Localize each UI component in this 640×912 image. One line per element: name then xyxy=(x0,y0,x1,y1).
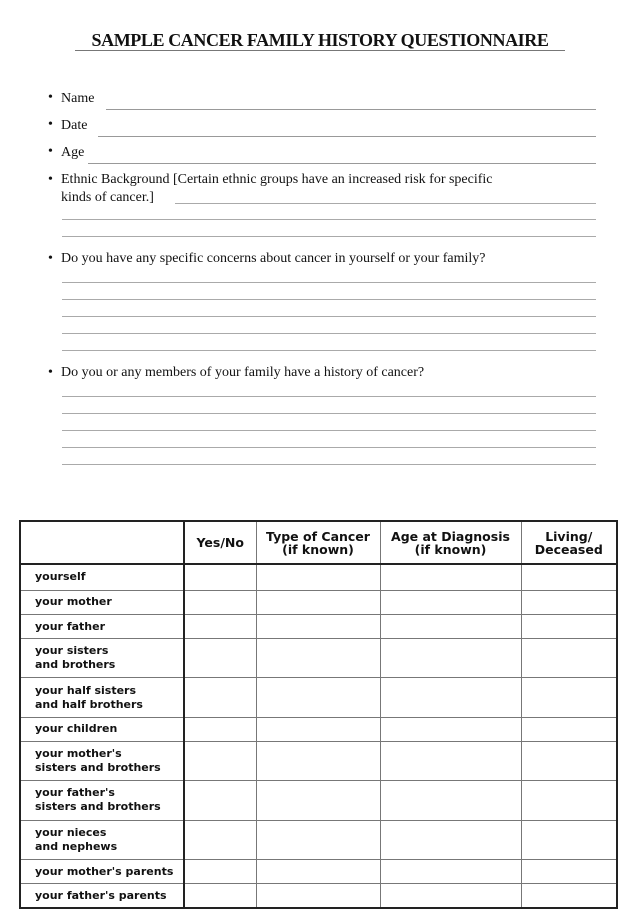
date-field: • Date xyxy=(48,117,598,137)
table-row xyxy=(20,781,617,820)
table-row xyxy=(20,717,617,741)
living-deceased-cell[interactable] xyxy=(521,614,617,638)
yes-no-cell[interactable] xyxy=(184,884,256,908)
table-row xyxy=(20,590,617,614)
yes-no-cell[interactable] xyxy=(184,564,256,590)
table-row xyxy=(20,820,617,859)
concerns-answer-line[interactable] xyxy=(62,333,596,334)
age-at-diagnosis-cell[interactable] xyxy=(380,820,521,859)
concerns-answer-line[interactable] xyxy=(62,316,596,317)
age-field: • Age xyxy=(48,144,598,164)
relative-label: your mother's sisters and brothers xyxy=(20,741,184,780)
page-title: SAMPLE CANCER FAMILY HISTORY QUESTIONNAIRE xyxy=(91,30,549,50)
date-input-line[interactable] xyxy=(98,136,596,137)
age-at-diagnosis-cell[interactable] xyxy=(380,678,521,717)
ethnic-input-line[interactable] xyxy=(62,219,596,220)
concerns-answer-line[interactable] xyxy=(62,299,596,300)
relative-label: your father's sisters and brothers xyxy=(20,781,184,820)
yes-no-cell[interactable] xyxy=(184,614,256,638)
living-deceased-cell[interactable] xyxy=(521,590,617,614)
history-answer-line[interactable] xyxy=(62,447,596,448)
yes-no-cell[interactable] xyxy=(184,678,256,717)
age-at-diagnosis-cell[interactable] xyxy=(380,590,521,614)
living-deceased-cell[interactable] xyxy=(521,859,617,883)
type-of-cancer-cell[interactable] xyxy=(256,741,380,780)
living-deceased-cell[interactable] xyxy=(521,820,617,859)
ethnic-input-line[interactable] xyxy=(175,203,596,204)
yes-no-cell[interactable] xyxy=(184,717,256,741)
age-at-diagnosis-cell[interactable] xyxy=(380,717,521,741)
name-label: Name xyxy=(61,91,95,106)
table-row xyxy=(20,678,617,717)
date-label: Date xyxy=(61,118,88,133)
history-answer-line[interactable] xyxy=(62,413,596,414)
age-at-diagnosis-cell[interactable] xyxy=(380,859,521,883)
history-answer-line[interactable] xyxy=(62,430,596,431)
living-deceased-cell[interactable] xyxy=(521,564,617,590)
header-yes-no: Yes/No xyxy=(184,521,256,564)
table-row xyxy=(20,639,617,678)
relative-label: your father xyxy=(20,614,184,638)
age-at-diagnosis-cell[interactable] xyxy=(380,741,521,780)
relative-label: your father's parents xyxy=(20,884,184,908)
living-deceased-cell[interactable] xyxy=(521,884,617,908)
header-blank xyxy=(20,521,184,564)
type-of-cancer-cell[interactable] xyxy=(256,590,380,614)
table-row xyxy=(20,564,617,590)
type-of-cancer-cell[interactable] xyxy=(256,614,380,638)
living-deceased-cell[interactable] xyxy=(521,639,617,678)
age-input-line[interactable] xyxy=(88,163,596,164)
living-deceased-cell[interactable] xyxy=(521,678,617,717)
name-field: • Name xyxy=(48,90,598,110)
history-answer-line[interactable] xyxy=(62,464,596,465)
type-of-cancer-cell[interactable] xyxy=(256,564,380,590)
type-of-cancer-cell[interactable] xyxy=(256,678,380,717)
yes-no-cell[interactable] xyxy=(184,859,256,883)
family-history-table xyxy=(19,520,618,909)
relative-label: yourself xyxy=(20,564,184,590)
relative-label: your mother xyxy=(20,590,184,614)
yes-no-cell[interactable] xyxy=(184,639,256,678)
history-question-label: Do you or any members of your family have a history of cancer? xyxy=(61,365,425,380)
age-at-diagnosis-cell[interactable] xyxy=(380,781,521,820)
ethnic-input-line[interactable] xyxy=(62,236,596,237)
yes-no-cell[interactable] xyxy=(184,781,256,820)
ethnic-background-label-line2: kinds of cancer.] xyxy=(61,190,154,205)
type-of-cancer-cell[interactable] xyxy=(256,859,380,883)
table-row xyxy=(20,884,617,908)
concerns-answer-line[interactable] xyxy=(62,282,596,283)
age-label: Age xyxy=(61,145,85,160)
living-deceased-cell[interactable] xyxy=(521,781,617,820)
ethnic-background-label-line1: Ethnic Background [Certain ethnic groups have an increased risk for specific xyxy=(61,172,493,187)
type-of-cancer-cell[interactable] xyxy=(256,717,380,741)
header-type-of-cancer: Type of Cancer (if known) xyxy=(256,521,380,564)
type-of-cancer-cell[interactable] xyxy=(256,639,380,678)
type-of-cancer-cell[interactable] xyxy=(256,884,380,908)
living-deceased-cell[interactable] xyxy=(521,717,617,741)
yes-no-cell[interactable] xyxy=(184,741,256,780)
relative-label: your children xyxy=(20,717,184,741)
concerns-question-label: Do you have any specific concerns about cancer in yourself or your family? xyxy=(61,251,486,266)
header-living-deceased: Living/ Deceased xyxy=(521,521,617,564)
title-underline xyxy=(75,50,565,51)
yes-no-cell[interactable] xyxy=(184,820,256,859)
living-deceased-cell[interactable] xyxy=(521,741,617,780)
relative-label: your sisters and brothers xyxy=(20,639,184,678)
type-of-cancer-cell[interactable] xyxy=(256,820,380,859)
age-at-diagnosis-cell[interactable] xyxy=(380,564,521,590)
table-row xyxy=(20,741,617,780)
age-at-diagnosis-cell[interactable] xyxy=(380,614,521,638)
yes-no-cell[interactable] xyxy=(184,590,256,614)
history-answer-line[interactable] xyxy=(62,396,596,397)
relative-label: your half sisters and half brothers xyxy=(20,678,184,717)
relative-label: your mother's parents xyxy=(20,859,184,883)
header-age-at-diagnosis: Age at Diagnosis (if known) xyxy=(380,521,521,564)
age-at-diagnosis-cell[interactable] xyxy=(380,639,521,678)
table-row xyxy=(20,859,617,883)
type-of-cancer-cell[interactable] xyxy=(256,781,380,820)
name-input-line[interactable] xyxy=(106,109,596,110)
age-at-diagnosis-cell[interactable] xyxy=(380,884,521,908)
table-header-row xyxy=(20,521,617,564)
relative-label: your nieces and nephews xyxy=(20,820,184,859)
concerns-answer-line[interactable] xyxy=(62,350,596,351)
table-row xyxy=(20,614,617,638)
